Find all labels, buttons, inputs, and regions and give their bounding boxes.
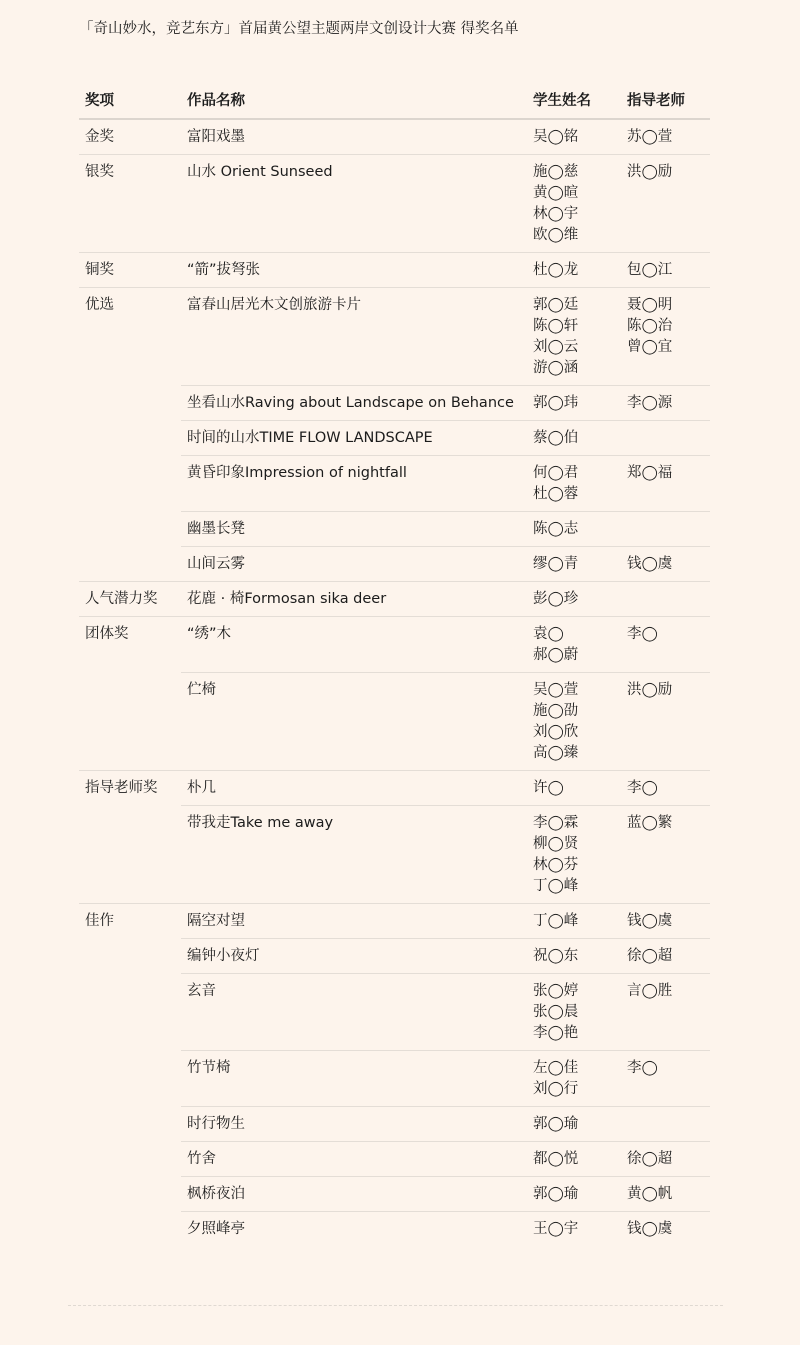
student-name: 吴◯铭 <box>533 129 579 145</box>
student-name: 施◯慈 <box>533 164 579 180</box>
teacher-name: 苏◯萱 <box>627 129 673 145</box>
table-row <box>79 771 710 806</box>
teacher-names-cell <box>621 386 710 421</box>
teacher-name: 李◯源 <box>627 395 673 411</box>
teacher-names-cell <box>621 806 710 904</box>
student-names-cell <box>527 547 621 582</box>
student-name: 王◯宇 <box>533 1221 579 1237</box>
student-name: 陈◯志 <box>533 521 579 537</box>
teacher-name: 蓝◯繁 <box>627 815 673 831</box>
table-row <box>79 288 710 386</box>
teacher-names-cell <box>621 253 710 288</box>
award-cell: 人气潜力奖 <box>79 582 181 617</box>
teacher-name: 洪◯励 <box>627 682 673 698</box>
work-title-cell: 山水 Orient Sunseed <box>181 155 527 253</box>
student-names-cell <box>527 1051 621 1107</box>
student-name: 李◯艳 <box>533 1025 579 1041</box>
work-title-cell: 坐看山水Raving about Landscape on Behance <box>181 386 527 421</box>
teacher-name: 李◯ <box>627 626 658 642</box>
work-title-cell: 富春山居光木文创旅游卡片 <box>181 288 527 386</box>
table-row <box>79 155 710 253</box>
teacher-names-cell <box>621 1177 710 1212</box>
student-name: 杜◯蓉 <box>533 486 579 502</box>
student-names-cell <box>527 456 621 512</box>
student-names-cell <box>527 771 621 806</box>
table-row <box>79 119 710 155</box>
teacher-names-cell <box>621 1051 710 1107</box>
award-cell: 铜奖 <box>79 253 181 288</box>
teacher-names-cell <box>621 119 710 155</box>
work-title-cell: 朴几 <box>181 771 527 806</box>
student-name: 蔡◯伯 <box>533 430 579 446</box>
student-name: 黄◯暄 <box>533 185 579 201</box>
student-name: 刘◯云 <box>533 339 579 355</box>
work-title-cell: 黄昏印象Impression of nightfall <box>181 456 527 512</box>
student-names-cell <box>527 582 621 617</box>
work-title-cell: 花鹿 · 椅Formosan sika deer <box>181 582 527 617</box>
teacher-name: 陈◯治 <box>627 318 673 334</box>
student-name: 张◯婷 <box>533 983 579 999</box>
student-name: 杜◯龙 <box>533 262 579 278</box>
teacher-name: 包◯江 <box>627 262 673 278</box>
work-title-cell: 编钟小夜灯 <box>181 939 527 974</box>
teacher-name: 钱◯虞 <box>627 556 673 572</box>
work-title-cell: 竹节椅 <box>181 1051 527 1107</box>
award-cell: 金奖 <box>79 119 181 155</box>
student-name: 林◯芬 <box>533 857 579 873</box>
awards-table <box>79 84 710 1246</box>
student-name: 何◯君 <box>533 465 579 481</box>
award-cell: 指导老师奖 <box>79 771 181 904</box>
student-names-cell <box>527 119 621 155</box>
student-name: 李◯霖 <box>533 815 579 831</box>
student-name: 郭◯廷 <box>533 297 579 313</box>
teacher-names-cell <box>621 904 710 939</box>
teacher-names-cell <box>621 582 710 617</box>
awards-table-body <box>79 119 710 1246</box>
teacher-names-cell <box>621 771 710 806</box>
teacher-name: 黄◯帆 <box>627 1186 673 1202</box>
student-name: 高◯臻 <box>533 745 579 761</box>
teacher-names-cell <box>621 617 710 673</box>
student-name: 郝◯蔚 <box>533 647 579 663</box>
teacher-name: 郑◯福 <box>627 465 673 481</box>
student-name: 陈◯轩 <box>533 318 579 334</box>
student-names-cell <box>527 1177 621 1212</box>
student-name: 游◯涵 <box>533 360 579 376</box>
student-name: 欧◯维 <box>533 227 579 243</box>
work-title-cell: 时间的山水TIME FLOW LANDSCAPE <box>181 421 527 456</box>
table-row <box>79 617 710 673</box>
teacher-names-cell <box>621 1107 710 1142</box>
teacher-name: 言◯胜 <box>627 983 673 999</box>
header-row <box>79 84 710 119</box>
work-title-cell: 玄音 <box>181 974 527 1051</box>
student-name: 许◯ <box>533 780 564 796</box>
award-column-header: 奖项 <box>79 84 181 119</box>
award-cell: 银奖 <box>79 155 181 253</box>
table-row <box>79 253 710 288</box>
teacher-names-cell <box>621 1142 710 1177</box>
teacher-names-cell <box>621 974 710 1051</box>
teacher-names-cell <box>621 547 710 582</box>
bottom-divider <box>68 1305 723 1306</box>
teacher-names-cell <box>621 155 710 253</box>
work-title-cell: 山间云雾 <box>181 547 527 582</box>
work-title-cell: 富阳戏墨 <box>181 119 527 155</box>
teacher-column-header: 指导老师 <box>621 84 710 119</box>
student-name: 郭◯瑜 <box>533 1186 579 1202</box>
teacher-names-cell <box>621 512 710 547</box>
teacher-name: 钱◯虞 <box>627 1221 673 1237</box>
teacher-names-cell <box>621 673 710 771</box>
student-column-header: 学生姓名 <box>527 84 621 119</box>
student-name: 缪◯青 <box>533 556 579 572</box>
work-title-cell: 竹舍 <box>181 1142 527 1177</box>
table-row <box>79 582 710 617</box>
teacher-name: 聂◯明 <box>627 297 673 313</box>
teacher-names-cell <box>621 456 710 512</box>
work-title-cell: “绣”木 <box>181 617 527 673</box>
student-name: 彭◯珍 <box>533 591 579 607</box>
work-title-cell: 幽墨长凳 <box>181 512 527 547</box>
student-name: 丁◯峰 <box>533 878 579 894</box>
student-names-cell <box>527 253 621 288</box>
work-title-cell: “箭”拔弩张 <box>181 253 527 288</box>
student-name: 袁◯ <box>533 626 564 642</box>
student-names-cell <box>527 904 621 939</box>
student-names-cell <box>527 386 621 421</box>
student-name: 施◯劭 <box>533 703 579 719</box>
student-names-cell <box>527 155 621 253</box>
teacher-name: 洪◯励 <box>627 164 673 180</box>
work-title-cell: 时行物生 <box>181 1107 527 1142</box>
work-title-cell: 伫椅 <box>181 673 527 771</box>
student-name: 刘◯欣 <box>533 724 579 740</box>
work-title-cell: 夕照峰亭 <box>181 1212 527 1247</box>
table-row <box>79 904 710 939</box>
student-name: 祝◯东 <box>533 948 579 964</box>
student-names-cell <box>527 974 621 1051</box>
teacher-name: 徐◯超 <box>627 948 673 964</box>
student-name: 柳◯贤 <box>533 836 579 852</box>
student-names-cell <box>527 421 621 456</box>
teacher-name: 钱◯虞 <box>627 913 673 929</box>
teacher-name: 李◯ <box>627 780 658 796</box>
student-name: 刘◯行 <box>533 1081 579 1097</box>
student-name: 郭◯瑜 <box>533 1116 579 1132</box>
awards-table-header <box>79 84 710 119</box>
page-title: 「奇山妙水，竞艺东方」首届黄公望主题两岸文创设计大赛 得奖名单 <box>79 21 519 37</box>
student-names-cell <box>527 512 621 547</box>
teacher-name: 曾◯宜 <box>627 339 673 355</box>
award-cell: 团体奖 <box>79 617 181 771</box>
work-title-cell: 隔空对望 <box>181 904 527 939</box>
student-names-cell <box>527 806 621 904</box>
teacher-names-cell <box>621 939 710 974</box>
award-cell: 优选 <box>79 288 181 582</box>
student-name: 左◯佳 <box>533 1060 579 1076</box>
teacher-name: 徐◯超 <box>627 1151 673 1167</box>
student-names-cell <box>527 617 621 673</box>
teacher-name: 李◯ <box>627 1060 658 1076</box>
student-name: 张◯晨 <box>533 1004 579 1020</box>
student-names-cell <box>527 1142 621 1177</box>
student-names-cell <box>527 1212 621 1247</box>
work-title-cell: 枫桥夜泊 <box>181 1177 527 1212</box>
work-column-header: 作品名称 <box>181 84 527 119</box>
work-title-cell: 带我走Take me away <box>181 806 527 904</box>
student-name: 都◯悦 <box>533 1151 579 1167</box>
student-name: 林◯宇 <box>533 206 579 222</box>
student-name: 郭◯玮 <box>533 395 579 411</box>
student-names-cell <box>527 673 621 771</box>
student-names-cell <box>527 1107 621 1142</box>
student-name: 丁◯峰 <box>533 913 579 929</box>
student-names-cell <box>527 939 621 974</box>
teacher-names-cell <box>621 288 710 386</box>
teacher-names-cell <box>621 421 710 456</box>
student-names-cell <box>527 288 621 386</box>
award-cell: 佳作 <box>79 904 181 1247</box>
student-name: 吴◯萱 <box>533 682 579 698</box>
teacher-names-cell <box>621 1212 710 1247</box>
